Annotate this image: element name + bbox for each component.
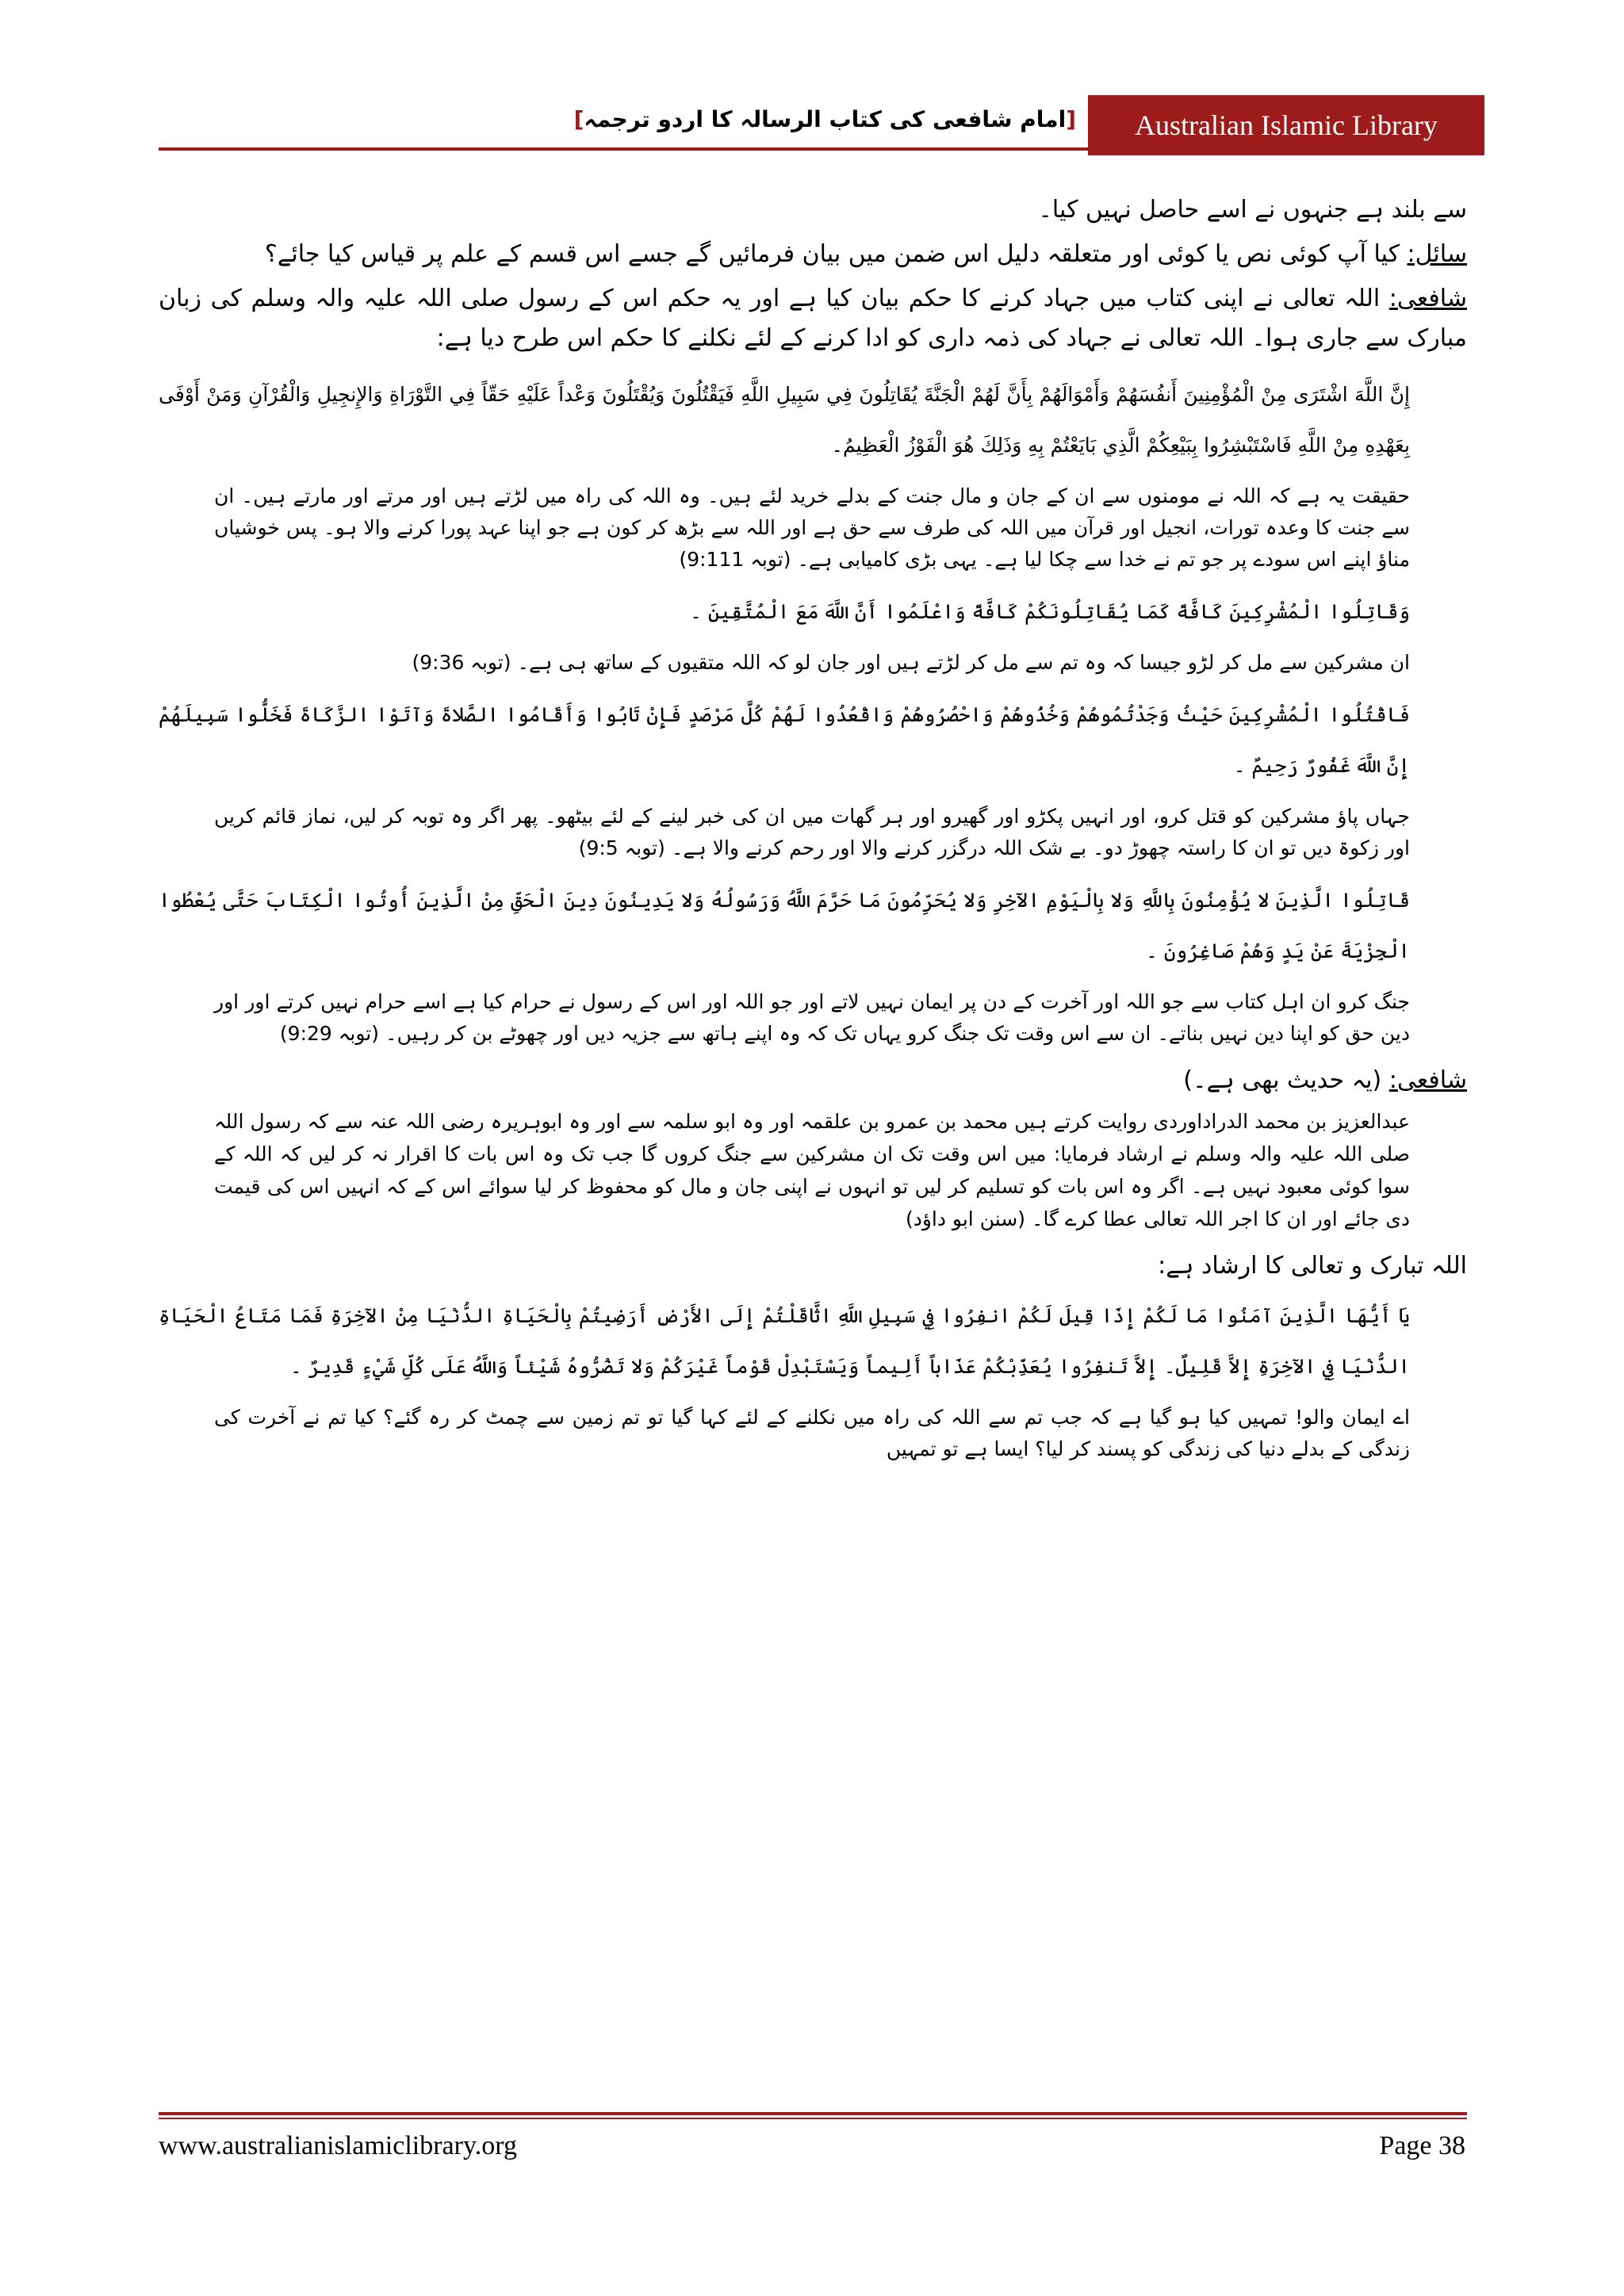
paragraph-divine-saying: اللہ تبارک و تعالی کا ارشاد ہے: bbox=[1158, 1252, 1467, 1280]
quran-verse-9-36: وَقَاتِلُوا الْمُشْرِكِينَ كَافَّةً كَمَا يُقَاتِلُونَكُمْ كَافَّةً وَاعْلَمُوا أَنَّ اللَّهَ مَعَ الْمُتَّقِينَ ۔ bbox=[690, 600, 1410, 623]
footer-rule-thin bbox=[159, 2118, 1467, 2119]
speaker-label: سائل: bbox=[1407, 240, 1467, 268]
quran-verse-9-38: يَا أَيُّهَا الَّذِينَ آمَنُوا مَا لَكُمْ إِذَا قِيلَ لَكُمْ انفِرُوا فِي سَبِيلِ اللَّهِ اثَّاقَلْتُمْ إِلَى الأَرْضِ أَرَضِيتُمْ بِالْحَيَاةِ الدُّنْيَا مِنْ الآخِرَةِ فَمَا مَتَاعُ الْحَيَاةِ الدُّنْيَا فِي الآخِرَةِ إِلاَّ قَلِيلٌ۔ إِلاَّ تَنفِرُوا يُعَذِّبْكُمْ عَذَاباً أَلِيماً وَيَسْتَبْدِلْ قَوْماً غَيْرَكُمْ وَلا تَضُرُّوهُ شَيْئاً وَاللَّهُ عَلَى كُلِّ شَيْءٍ قَدِيرٌ ۔ bbox=[159, 1304, 1410, 1378]
footer-rule bbox=[159, 2112, 1467, 2115]
translation-9-29: جنگ کرو ان اہل کتاب سے جو اللہ اور آخرت کے دن پر ایمان نہیں لاتے اور جو اللہ اور اس کے رسول نے حرام کیا ہے اسے حرام نہیں کرتے اور اور دین حق کو اپنا دین نہیں بناتے۔ ان سے اس وقت تک جنگ کرو یہاں تک کہ وہ اپنے ہاتھ سے جزیہ دیں اور چھوٹے بن کر رہیں۔ (توبہ 9:29) bbox=[214, 990, 1410, 1045]
header-rule bbox=[159, 147, 1088, 151]
book-title: امام شافعی کی کتاب الرسالہ کا اردو ترجمہ bbox=[584, 106, 1067, 132]
bracket-open: [ bbox=[1066, 106, 1076, 132]
quran-verse-9-29: قَاتِلُوا الَّذِينَ لا يُؤْمِنُونَ بِاللَّهِ وَلا بِالْيَوْمِ الآخِرِ وَلا يُحَرِّمُونَ مَا حَرَّمَ اللَّهُ وَرَسُولُهُ وَلا يَدِينُونَ دِينَ الْحَقِّ مِنْ الَّذِينَ أُوتُوا الْكِتَابَ حَتَّى يُعْطُوا الْجِزْيَةَ عَنْ يَدٍ وَهُمْ صَاغِرُونَ ۔ bbox=[159, 889, 1410, 962]
translation-9-38: اے ایمان والو! تمہیں کیا ہو گیا ہے کہ جب تم سے اللہ کی راہ میں نکلنے کے لئے کہا گیا تو تم زمین سے چمٹ کر رہ گئے؟ کیا تم نے آخرت کی زندگی کے بدلے دنیا کی زندگی کو پسند کر لیا؟ ایسا ہے تو تمہیں bbox=[214, 1406, 1410, 1460]
paragraph-text: (یہ حدیث بھی ہے۔) bbox=[1183, 1066, 1389, 1094]
paragraph-shafii-hadith bbox=[159, 1061, 1467, 1100]
brand-label: Australian Islamic Library bbox=[1088, 95, 1484, 155]
speaker-label: شافعی: bbox=[1388, 285, 1467, 312]
speaker-label: شافعی: bbox=[1388, 1066, 1467, 1094]
paragraph-questioner bbox=[159, 235, 1467, 274]
quran-verse-9-111: إِنَّ اللَّهَ اشْتَرَى مِنْ الْمُؤْمِنِينَ أَنفُسَهُمْ وَأَمْوَالَهُمْ بِأَنَّ لَهُمْ الْجَنَّةَ يُقَاتِلُونَ فِي سَبِيلِ اللَّهِ فَيَقْتُلُونَ وَيُقْتَلُونَ وَعْداً عَلَيْهِ حَقّاً فِي التَّوْرَاةِ وَالإِنجِيلِ وَالْقُرْآنِ وَمَنْ أَوْفَى بِعَهْدِهِ مِنْ اللَّهِ فَاسْتَبْشِرُوا بِبَيْعِكُمْ الَّذِي بَايَعْتُمْ بِهِ وَذَلِكَ هُوَ الْفَوْزُ الْعَظِيمُ۔ bbox=[159, 383, 1410, 457]
paragraph-text: اللہ تعالی نے اپنی کتاب میں جہاد کرنے کا حکم بیان کیا ہے اور یہ حکم اس کے رسول صلی اللہ علیہ والہ وسلم کی زبان مبارک سے جاری ہوا۔ اللہ تعالی نے جہاد کی ذمہ داری کو ادا کرنے کے لئے نکلنے کا حکم اس طرح دیا ہے: bbox=[159, 285, 1467, 352]
page-number: Page 38 bbox=[1379, 2131, 1465, 2160]
bracket-close: ] bbox=[573, 106, 584, 132]
page-content bbox=[159, 190, 1467, 1476]
translation-9-5: جہاں پاؤ مشرکین کو قتل کرو، اور انہیں پکڑو اور گھیرو اور ہر گھات میں ان کی خبر لینے کے لئے بیٹھو۔ پھر اگر وہ توبہ کر لیں، نماز قائم کریں اور زکوۃ دیں تو ان کا راستہ چھوڑ دو۔ بے شک اللہ درگزر کرنے والا اور رحم کرنے والا ہے۔ (توبہ 9:5) bbox=[214, 805, 1410, 859]
translation-9-36: ان مشرکین سے مل کر لڑو جیسا کہ وہ تم سے مل کر لڑتے ہیں اور جان لو کہ اللہ متقیوں کے ساتھ ہی ہے۔ (توبہ 9:36) bbox=[412, 651, 1410, 674]
quran-verse-9-5: فَاقْتُلُوا الْمُشْرِكِينَ حَيْثُ وَجَدْتُمُوهُمْ وَخُذُوهُمْ وَاحْصُرُوهُمْ وَاقْعُدُوا لَهُمْ كُلَّ مَرْصَدٍ فَإِنْ تَابُوا وَأَقَامُوا الصَّلاةَ وَآتَوْا الزَّكَاةَ فَخَلُّوا سَبِيلَهُمْ إِنَّ اللَّهَ غَفُورٌ رَحِيمٌ ۔ bbox=[159, 703, 1410, 777]
paragraph-text: کیا آپ کوئی نص یا کوئی اور متعلقہ دلیل اس ضمن میں بیان فرمائیں گے جسے اس قسم کے علم پر قیاس کیا جائے؟ bbox=[264, 240, 1408, 268]
paragraph-shafii bbox=[159, 279, 1467, 358]
translation-9-111: حقیقت یہ ہے کہ اللہ نے مومنوں سے ان کے جان و مال جنت کے بدلے خرید لئے ہیں۔ وہ اللہ کی راہ میں لڑتے ہیں اور مرتے اور مارتے ہیں۔ ان سے جنت کا وعدہ تورات، انجیل اور قرآن میں اللہ کی طرف سے حق ہے اور اللہ سے بڑھ کر کون ہے جو اپنا عہد پورا کرنے والا ہو۔ پس خوشیاں مناؤ اپنے اس سودے پر جو تم نے خدا سے چکا لیا ہے۔ یہی بڑی کامیابی ہے۔ (توبہ 9:111) bbox=[214, 484, 1410, 571]
page-header bbox=[159, 95, 1484, 155]
header-title bbox=[574, 106, 1076, 132]
hadith-text: عبدالعزیز بن محمد الدراداوردی روایت کرتے ہیں محمد بن عمرو بن علقمہ اور وہ ابو سلمہ سے اور وہ ابوہریرہ رضی اللہ عنہ سے کہ رسول اللہ صلی اللہ علیہ والہ وسلم نے ارشاد فرمایا: میں اس وقت تک ان مشرکین سے جنگ کروں گا جب تک وہ اس بات کا اقرار نہ کر لیں کہ اللہ کے سوا کوئی معبود نہیں ہے۔ اگر وہ اس بات کو تسلیم کر لیں تو انہوں نے اپنی جان و مال کو محفوظ کر لیا سوائے اس کے کہ انہیں اس کی قیمت دی جائے اور ان کا اجر اللہ تعالی عطا کرے گا۔ (سنن ابو داؤد) bbox=[214, 1110, 1410, 1230]
footer-website-link[interactable]: www.australianislamiclibrary.org bbox=[159, 2131, 517, 2160]
paragraph-continuation: سے بلند ہے جنہوں نے اسے حاصل نہیں کیا۔ bbox=[1038, 196, 1467, 224]
